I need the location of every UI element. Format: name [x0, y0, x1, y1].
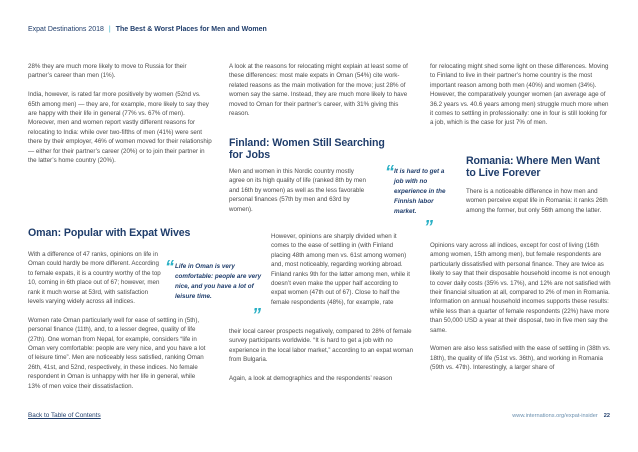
column-2-finland-end	[229, 327, 415, 383]
page-number: 22	[603, 413, 610, 419]
paragraph: However, opinions are sharply divided when it comes to the ease of settling in (with Finland placing 48th among men vs. 61st among women) and, most noticeably, regarding working abroad. Finland ranks 9th for the latter among men, while it doesn’t even make the upper half according to expat women (47th out of 67). Close to half the female respondents (48%), for example, rate	[271, 233, 410, 306]
heading-romania: Romania: Where Men Want to Live Forever	[466, 155, 600, 179]
pull-quote-oman: Life in Oman is very comfortable: people are very nice, and you have a lot of leisure time.	[175, 263, 262, 300]
heading-finland: Finland: Women Still Searching for Jobs	[229, 137, 385, 161]
paragraph: Women rate Oman particularly well for ease of settling in (5th), personal finance (11th), and, to a lesser degree, quality of life (27th). One woman from Nepal, for example, considers “life in Oman very comfortable: people are very nice, and you have a lot of leisure time”. Men are noticeably less satisfied, ranking Oman 26th, 41st, and 52nd, respectively, in these indices. No female respondent in Oman is unhappy with her life in general, while 13% of men voice their dissatisfaction.	[28, 316, 206, 390]
paragraph: A look at the reasons for relocating might explain at least some of these differences: most male expats in Oman (54%) cite work-related reasons as the main motivation for the move; just 28% of women say the same. Instead, they are much more likely to have moved to Oman for their partner’s career, with 31% giving this reason.	[229, 63, 408, 118]
paragraph: 28% they are much more likely to move to Russia for their partner’s career than men (1%).	[28, 63, 187, 80]
column-2-finland	[229, 167, 371, 214]
header-section: Expat Destinations 2018	[28, 26, 104, 33]
quote-open-mark: “	[165, 257, 174, 277]
page-header	[28, 26, 267, 33]
pull-quote-finland: It is hard to get a job with no experience in the Finnish labor market.	[394, 168, 446, 215]
paragraph: Men and women in this Nordic country mostly agree on its high quality of life (ranked 8th by men and 16th by women) as well as the less favorable personal finances (57th by men and 63rd by women).	[229, 168, 366, 213]
paragraph: Opinions vary across all indices, except for cost of living (16th among women, 15th among men), but female respondents are particularly dissatisfied with personal finance. They are twice as likely to say that their disposable household income is not enough to cover daily costs (35% vs. 17%), and 12% are not satisfied with their financial situation at all, compared to 2% of men in Romania. Information on annual household incomes supports these results: while less than a quarter of female respondents (22%) have more than 50,000 USD a year at their disposal, two in five men say the same.	[430, 242, 611, 334]
paragraph: With a difference of 47 ranks, opinions on life in Oman could hardly be more different. According to female expats, it is a country worthy of the top 10, coming in 6th place out of 67; however, men rank it much worse at 53rd, with satisfaction levels varying widely across all indices.	[28, 251, 161, 306]
paragraph: their local career prospects negatively, compared to 28% of female survey participants worldwide. “It is hard to get a job with no experience in the local labor market,” according to an expat woman from Bulgaria.	[229, 328, 414, 364]
footer-url[interactable]: www.internations.org/expat-insider	[512, 413, 598, 419]
paragraph: Again, a look at demographics and the respondents’ reason	[229, 375, 393, 383]
paragraph: for relocating might shed some light on these differences. Moving to Finland to live in their partner’s home country is the most important reason among both men (40%) and women (34%). However, the comparatively younger women (an average age of 36.2 years vs. 40.6 years among men) struggle much more when it comes to settling in professionally: one in four is still looking for a job, which is the case for just 7% of men.	[430, 63, 609, 127]
column-1-top	[28, 62, 212, 165]
header-separator: |	[108, 26, 111, 33]
page-footer	[512, 413, 610, 419]
paragraph: Women are also less satisfied with the ease of settling in (38th vs. 18th), the quality of life (51st vs. 36th), and working in Romania (59th vs. 47th). Interestingly, a larger share of	[430, 345, 611, 372]
paragraph: There is a noticeable difference in how men and women perceive expat life in Romania: it ranks 26th among the former, but only 56th among the latter.	[466, 188, 608, 214]
quote-close-mark: ”	[252, 305, 261, 325]
quote-open-mark: “	[385, 162, 394, 182]
quote-close-mark: ”	[424, 217, 433, 237]
paragraph: India, however, is rated far more positively by women (52nd vs. 65th among men) — they are, for example, more likely to say they are happy with their life in general (77% vs. 67% of men). Moreover, men and women report vastly different reasons for relocating to India: while over two-fifths of men (41%) were sent there by their employer, 46% of women moved for their relationship — either for their partner’s career (20%) or to join their partner in the latter’s home country (20%).	[28, 91, 212, 165]
header-subtitle: The Best & Worst Places for Men and Women	[115, 26, 267, 33]
column-3-intro	[430, 62, 612, 128]
column-1-oman	[28, 250, 206, 391]
column-2-finland-cont	[271, 232, 413, 307]
column-2-intro	[229, 62, 415, 118]
column-3-romania	[466, 187, 612, 215]
column-3-romania-cont	[430, 241, 612, 373]
heading-oman: Oman: Popular with Expat Wives	[28, 227, 191, 239]
back-to-toc-link[interactable]: Back to Table of Contents	[28, 412, 101, 419]
